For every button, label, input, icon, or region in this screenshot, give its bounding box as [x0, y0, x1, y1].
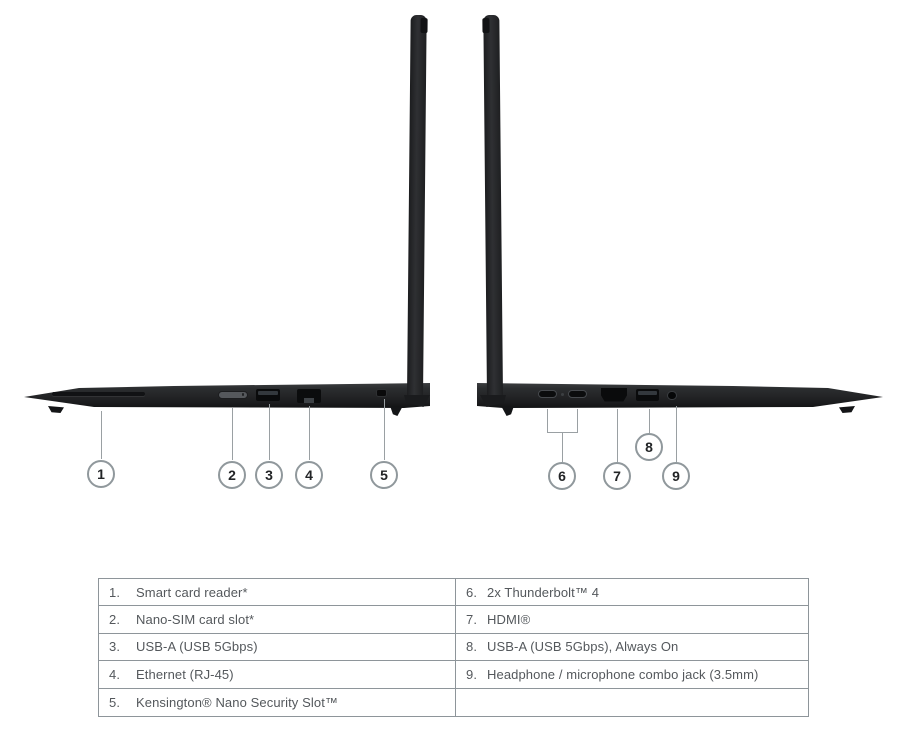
port-label: Smart card reader*	[136, 584, 248, 600]
port-number: 5.	[109, 694, 121, 710]
callout-line-6b	[577, 409, 578, 432]
callout-1: 1	[87, 460, 115, 488]
camera-notch-tab	[421, 18, 428, 33]
rubber-foot	[389, 407, 403, 416]
callout-line-4	[309, 406, 310, 460]
callout-5: 5	[370, 461, 398, 489]
port-list-item	[99, 606, 456, 633]
callout-line-6a	[547, 409, 548, 432]
callout-9: 9	[662, 462, 690, 490]
headphone-jack	[667, 391, 677, 401]
emergency-reset-hole	[561, 393, 564, 396]
usb-a-always-on-port	[636, 389, 659, 401]
callout-line-1	[101, 411, 102, 459]
callout-6: 6	[548, 462, 576, 490]
port-list-item	[456, 606, 808, 633]
laptop-shadow	[28, 406, 432, 420]
port-list-item	[456, 634, 808, 661]
laptop-shadow	[478, 406, 882, 420]
hdmi-port	[601, 388, 627, 402]
rubber-foot	[839, 406, 855, 413]
smart-card-slot	[52, 392, 145, 396]
port-number: 1.	[109, 584, 121, 600]
laptop-screen-left-view	[407, 15, 427, 398]
port-list-item	[456, 579, 808, 606]
rubber-foot	[48, 406, 64, 413]
port-label: Kensington® Nano Security Slot™	[136, 694, 339, 710]
port-number: 7.	[466, 612, 478, 628]
callout-2: 2	[218, 461, 246, 489]
port-list-item	[99, 579, 456, 606]
port-label: Nano-SIM card slot*	[136, 612, 255, 628]
callout-4: 4	[295, 461, 323, 489]
camera-notch-tab	[482, 18, 489, 33]
port-label: USB-A (USB 5Gbps), Always On	[487, 639, 679, 655]
port-list-item	[456, 689, 808, 716]
callout-line-6c	[562, 432, 563, 462]
thunderbolt-port-2	[568, 390, 587, 398]
callout-8: 8	[635, 433, 663, 461]
port-label: 2x Thunderbolt™ 4	[487, 584, 600, 600]
port-number: 4.	[109, 666, 121, 682]
kensington-slot	[376, 389, 387, 397]
ethernet-port	[297, 389, 321, 404]
thunderbolt-port-1	[538, 390, 557, 398]
ports-legend-table	[98, 578, 809, 717]
port-label: Headphone / microphone combo jack (3.5mm)	[487, 666, 759, 682]
rubber-foot	[501, 407, 515, 416]
port-number: 6.	[466, 584, 478, 600]
port-list-item	[99, 689, 456, 716]
callout-3: 3	[255, 461, 283, 489]
port-label: Ethernet (RJ-45)	[136, 666, 234, 682]
callout-line-8	[649, 409, 650, 433]
laptop-base-right-view	[477, 383, 883, 411]
callout-line-7	[617, 409, 618, 462]
port-label: USB-A (USB 5Gbps)	[136, 639, 258, 655]
callout-line-9	[676, 406, 677, 462]
port-list-item	[99, 634, 456, 661]
port-number: 9.	[466, 666, 478, 682]
callout-7: 7	[603, 462, 631, 490]
port-list-item	[456, 661, 808, 688]
nano-sim-tray	[218, 391, 248, 399]
port-number: 2.	[109, 612, 121, 628]
callout-line-2	[232, 408, 233, 460]
callout-line-3	[269, 404, 270, 460]
port-list-item	[99, 661, 456, 688]
port-number: 3.	[109, 639, 121, 655]
port-number: 8.	[466, 639, 478, 655]
port-label: HDMI®	[487, 612, 531, 628]
usb-a-port	[256, 389, 280, 401]
callout-line-5	[384, 399, 385, 460]
laptop-screen-right-view	[483, 15, 503, 398]
